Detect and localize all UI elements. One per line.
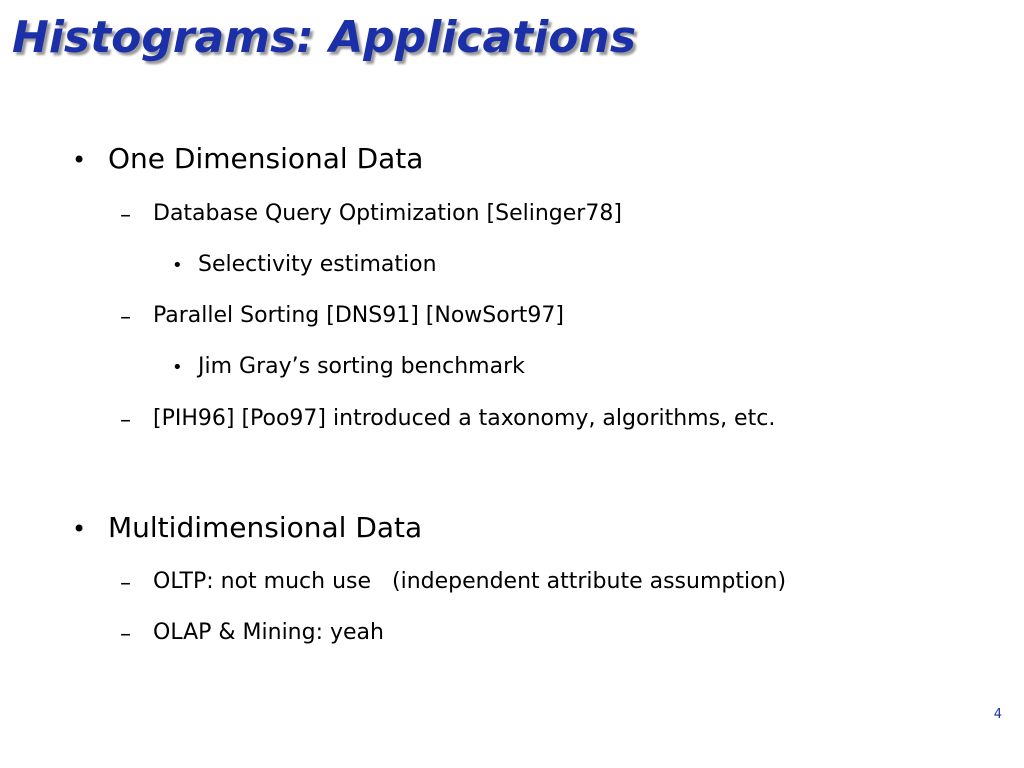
bullet-one-dimensional-data: One Dimensional Data: [108, 142, 424, 175]
sub-bullet-olap-mining: OLAP & Mining: yeah: [153, 620, 384, 645]
bullet-marker: •: [72, 146, 87, 174]
dash-marker: –: [120, 203, 131, 228]
page-number: 4: [993, 707, 1002, 722]
sub-bullet-oltp: OLTP: not much use (independent attribute assumption): [153, 569, 787, 594]
sub-sub-bullet-selectivity: Selectivity estimation: [198, 252, 437, 277]
dash-marker: –: [120, 571, 131, 596]
sub-bullet-parallel-sorting: Parallel Sorting [DNS91] [NowSort97]: [153, 303, 564, 328]
dash-marker: –: [120, 622, 131, 647]
sub-bullet-taxonomy: [PIH96] [Poo97] introduced a taxonomy, algorithms, etc.: [153, 406, 776, 431]
bullet-multidimensional-data: Multidimensional Data: [108, 511, 423, 544]
bullet-marker: •: [72, 515, 87, 543]
slide-title: Histograms: Applications: [12, 12, 637, 63]
bullet-marker: •: [172, 357, 183, 378]
bullet-marker: •: [172, 255, 183, 276]
dash-marker: –: [120, 305, 131, 330]
dash-marker: –: [120, 408, 131, 433]
sub-sub-bullet-sorting-benchmark: Jim Gray’s sorting benchmark: [198, 354, 525, 379]
sub-bullet-query-optimization: Database Query Optimization [Selinger78]: [153, 201, 622, 226]
